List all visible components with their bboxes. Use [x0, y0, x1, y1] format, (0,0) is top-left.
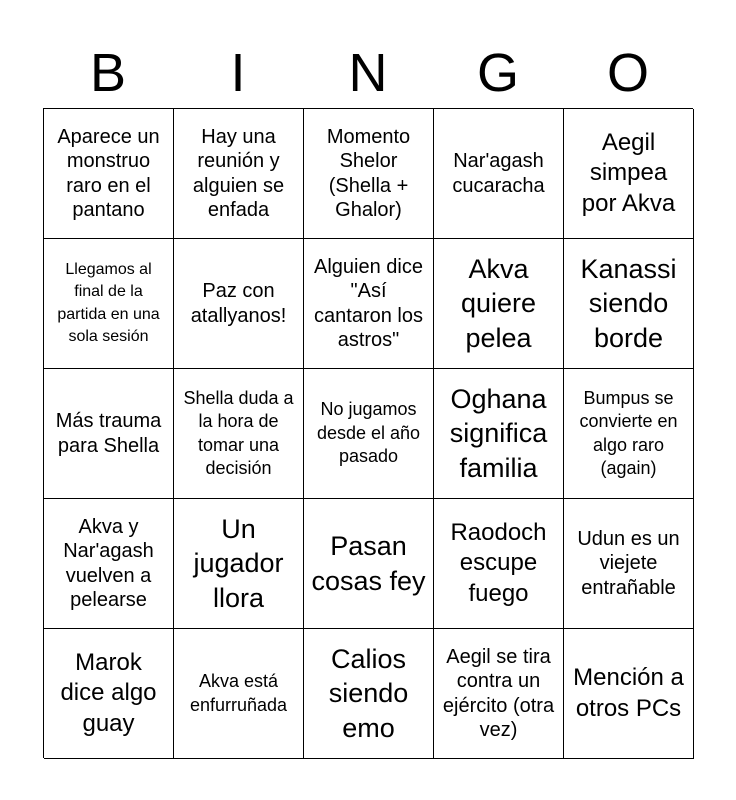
header-letter-g: G: [476, 43, 519, 103]
bingo-cell-r4c3[interactable]: Pasan cosas fey: [304, 499, 434, 629]
bingo-cell-r1c1[interactable]: Aparece un monstruo raro en el pantano: [44, 109, 174, 239]
bingo-cell-r5c3[interactable]: Calios siendo emo: [304, 629, 434, 759]
bingo-cell-r4c5[interactable]: Udun es un viejete entrañable: [564, 499, 694, 629]
bingo-cell-r1c3[interactable]: Momento Shelor (Shella + Ghalor): [304, 109, 434, 239]
bingo-header: [43, 38, 693, 108]
bingo-cell-r4c4[interactable]: Raodoch escupe fuego: [434, 499, 564, 629]
bingo-cell-r3c2[interactable]: Shella duda a la hora de tomar una decisión: [174, 369, 304, 499]
bingo-cell-r2c2[interactable]: Paz con atallyanos!: [174, 239, 304, 369]
bingo-cell-r4c1[interactable]: Akva y Nar'agash vuelven a pelearse: [44, 499, 174, 629]
bingo-cell-r3c4[interactable]: Oghana significa familia: [434, 369, 564, 499]
bingo-cell-r1c5[interactable]: Aegil simpea por Akva: [564, 109, 694, 239]
bingo-cell-r3c3[interactable]: No jugamos desde el año pasado: [304, 369, 434, 499]
bingo-cell-r1c4[interactable]: Nar'agash cucaracha: [434, 109, 564, 239]
bingo-cell-r5c1[interactable]: Marok dice algo guay: [44, 629, 174, 759]
bingo-cell-r5c4[interactable]: Aegil se tira contra un ejército (otra vez): [434, 629, 564, 759]
bingo-board: [43, 108, 693, 758]
bingo-cell-r4c2[interactable]: Un jugador llora: [174, 499, 304, 629]
header-letter-o: O: [606, 43, 649, 103]
bingo-cell-r1c2[interactable]: Hay una reunión y alguien se enfada: [174, 109, 304, 239]
bingo-cell-r2c4[interactable]: Akva quiere pelea: [434, 239, 564, 369]
bingo-cell-r2c3[interactable]: Alguien dice "Así cantaron los astros": [304, 239, 434, 369]
bingo-cell-r5c2[interactable]: Akva está enfurruñada: [174, 629, 304, 759]
header-letter-b: B: [89, 43, 127, 103]
bingo-cell-r2c5[interactable]: Kanassi siendo borde: [564, 239, 694, 369]
bingo-cell-r5c5[interactable]: Mención a otros PCs: [564, 629, 694, 759]
bingo-cell-r3c5[interactable]: Bumpus se convierte en algo raro (again): [564, 369, 694, 499]
bingo-cell-r3c1[interactable]: Más trauma para Shella: [44, 369, 174, 499]
header-letter-n: N: [348, 43, 388, 103]
bingo-cell-r2c1[interactable]: Llegamos al final de la partida en una sola sesión: [44, 239, 174, 369]
header-letter-i: I: [230, 43, 246, 103]
